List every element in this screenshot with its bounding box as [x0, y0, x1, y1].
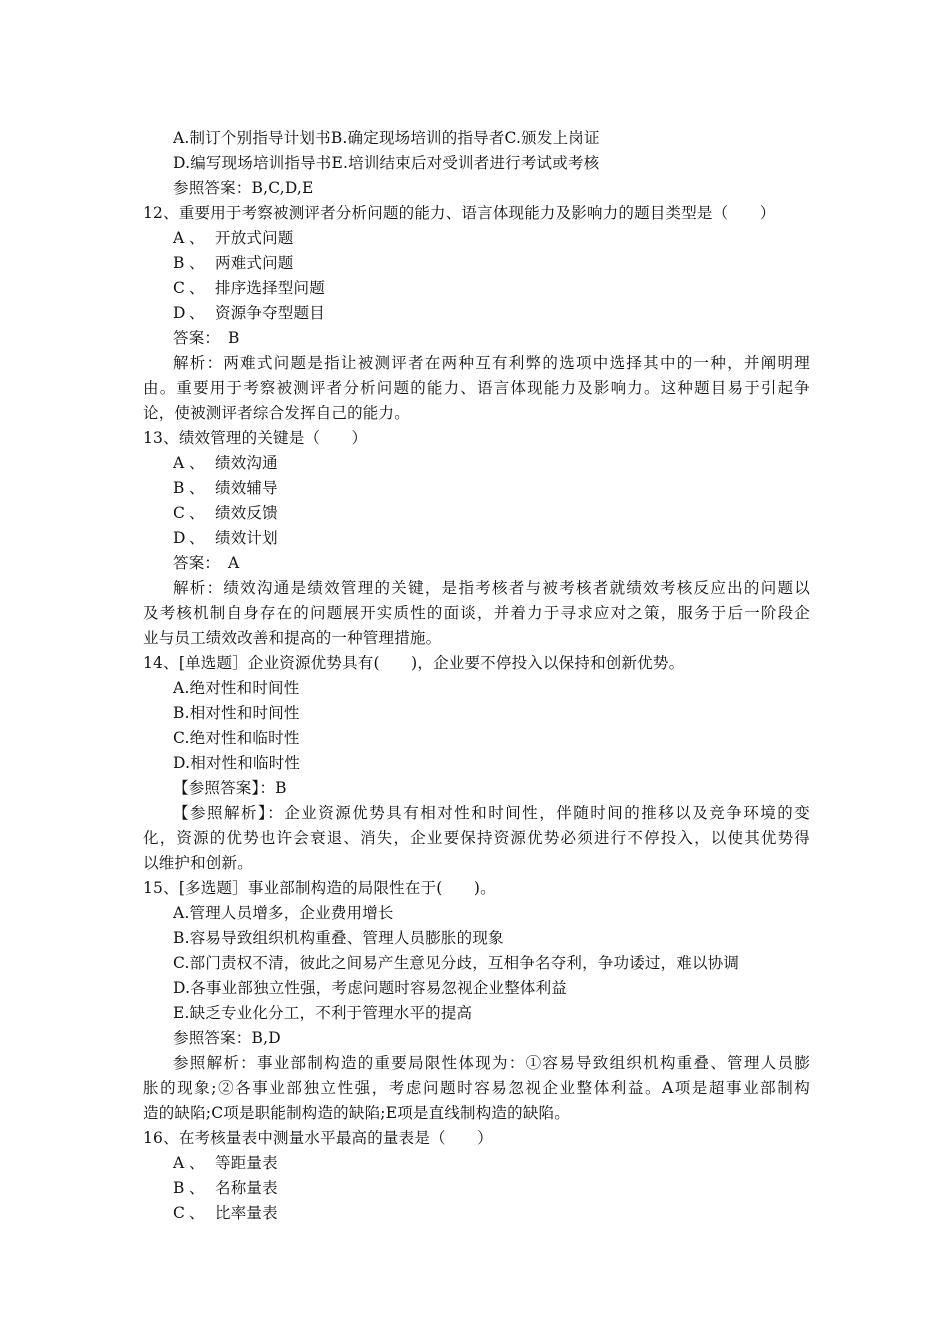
option-letter: A: [173, 1154, 185, 1172]
q15-answer: 参照答案：B,D: [173, 1029, 281, 1047]
option-separator: 、: [189, 1154, 205, 1172]
option-separator: 、: [189, 254, 205, 272]
q12-option-c: [173, 278, 325, 298]
q13-explanation-line-1: 解析：绩效沟通是绩效管理的关键，是指考核者与被考核者就绩效考核反应出的问题以: [173, 579, 810, 597]
option-separator: 、: [189, 479, 205, 497]
option-text: 开放式问题: [215, 229, 294, 247]
option-separator: 、: [189, 1179, 205, 1197]
q14-explanation-line-1: 【参照解析】：企业资源优势具有相对性和时间性，伴随时间的推移以及竞争环境的变: [173, 804, 810, 822]
option-separator: 、: [189, 229, 205, 247]
q15-option-a: A.管理人员增多，企业费用增长: [173, 904, 394, 922]
option-letter: C: [173, 279, 186, 297]
q13-explanation-line-2: 及考核机制自身存在的问题展开实质性的面谈，并着力于寻求应对之策，服务于后一阶段企: [143, 604, 810, 622]
option-text: 排序选择型问题: [215, 279, 325, 297]
q14-option-b: B.相对性和时间性: [173, 704, 300, 722]
q15-option-d: D.各事业部独立性强，考虑问题时容易忽视企业整体利益: [173, 979, 568, 997]
option-separator: 、: [189, 1204, 205, 1222]
option-letter: C: [173, 1204, 186, 1222]
q11-options-line-1: A.制订个别指导计划书B.确定现场培训的指导者C.颁发上岗证: [173, 129, 600, 147]
option-text: 绩效辅导: [215, 479, 278, 497]
option-text: 两难式问题: [215, 254, 294, 272]
q12-question: 12、重要用于考察被测评者分析问题的能力、语言体现能力及影响力的题目类型是（ ）: [143, 204, 776, 222]
q14-question: 14、[单选题］企业资源优势具有( )，企业要不停投入以保持和创新优势。: [143, 654, 685, 672]
q14-explanation-line-3: 以维护和创新。: [143, 854, 253, 872]
q13-answer: 答案： A: [173, 554, 240, 572]
option-text: 等距量表: [215, 1154, 278, 1172]
q14-option-c: C.绝对性和临时性: [173, 729, 300, 747]
option-separator: 、: [189, 304, 205, 322]
option-letter: B: [173, 1179, 185, 1197]
q16-option-b: [173, 1178, 278, 1198]
q15-option-c: C.部门责权不清，彼此之间易产生意见分歧，互相争名夺利，争功诿过，难以协调: [173, 954, 740, 972]
option-separator: 、: [189, 279, 205, 297]
q15-explanation-line-3: 造的缺陷;C项是职能制构造的缺陷;E项是直线制构造的缺陷。: [143, 1104, 570, 1122]
q12-explanation-line-1: 解析：两难式问题是指让被测评者在两种互有利弊的选项中选择其中的一种，并阐明理: [173, 354, 810, 372]
q13-option-b: [173, 478, 278, 498]
q16-option-c: [173, 1203, 278, 1223]
q14-explanation-line-2: 化，资源的优势也许会衰退、消失，企业要保持资源优势必须进行不停投入，以使其优势得: [143, 829, 810, 847]
q13-explanation-line-3: 业与员工绩效改善和提高的一种管理措施。: [143, 629, 442, 647]
option-separator: 、: [189, 454, 205, 472]
q15-explanation-line-2: 胀的现象;②各事业部独立性强，考虑问题时容易忽视企业整体利益。A项是超事业部制构: [143, 1079, 810, 1097]
q13-option-d: [173, 528, 278, 548]
q12-option-a: [173, 228, 294, 248]
option-text: 比率量表: [215, 1204, 278, 1222]
option-text: 绩效计划: [215, 529, 278, 547]
q12-answer: 答案： B: [173, 329, 240, 347]
q14-option-d: D.相对性和临时性: [173, 754, 301, 772]
q15-explanation-line-1: 参照解析：事业部制构造的重要局限性体现为：①容易导致组织机构重叠、管理人员膨: [173, 1054, 810, 1072]
q13-option-a: [173, 453, 278, 473]
option-letter: B: [173, 254, 185, 272]
option-letter: A: [173, 454, 185, 472]
option-letter: A: [173, 229, 185, 247]
option-letter: D: [173, 529, 186, 547]
q11-answer: 参照答案：B,C,D,E: [173, 179, 314, 197]
q12-option-b: [173, 253, 294, 273]
q12-option-d: [173, 303, 325, 323]
option-letter: B: [173, 479, 185, 497]
option-text: 名称量表: [215, 1179, 278, 1197]
q14-answer: 【参照答案】：B: [173, 779, 287, 797]
q16-question: 16、在考核量表中测量水平最高的量表是（ ）: [143, 1129, 493, 1147]
option-separator: 、: [189, 504, 205, 522]
option-letter: C: [173, 504, 186, 522]
q16-option-a: [173, 1153, 278, 1173]
option-letter: D: [173, 304, 186, 322]
option-text: 绩效沟通: [215, 454, 278, 472]
q15-option-b: B.容易导致组织机构重叠、管理人员膨胀的现象: [173, 929, 504, 947]
option-separator: 、: [189, 529, 205, 547]
option-text: 绩效反馈: [215, 504, 278, 522]
q14-option-a: A.绝对性和时间性: [173, 679, 300, 697]
q15-option-e: E.缺乏专业化分工，不利于管理水平的提高: [173, 1004, 473, 1022]
q12-explanation-line-3: 论，使被测评者综合发挥自己的能力。: [143, 404, 410, 422]
q15-question: 15、[多选题］事业部制构造的局限性在于( )。: [143, 879, 496, 897]
q13-question: 13、绩效管理的关键是（ ）: [143, 429, 368, 447]
option-text: 资源争夺型题目: [215, 304, 325, 322]
q12-explanation-line-2: 由。重要用于考察被测评者分析问题的能力、语言体现能力及影响力。这种题目易于引起争: [143, 379, 810, 397]
q13-option-c: [173, 503, 278, 523]
q11-options-line-2: D.编写现场培训指导书E.培训结束后对受训者进行考试或考核: [173, 154, 600, 172]
